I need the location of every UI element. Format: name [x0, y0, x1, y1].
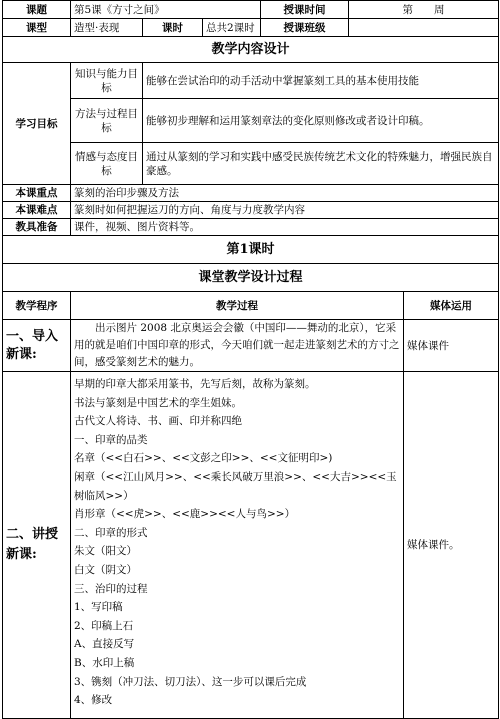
step-line: 闲章（<<江山风月>>、<<乘长风破万里浪>>、<<大吉>><<玉树临风>>）: [74, 470, 397, 502]
step-line: 1、写印稿: [74, 601, 123, 614]
step-line: 书法与篆刻是中国艺术的孪生姐妹。: [74, 396, 242, 409]
col-media-header: 媒体运用: [404, 292, 499, 320]
step-line: A、直接反写: [74, 638, 135, 651]
step-line: 三、治印的过程: [74, 582, 148, 595]
step-media: 媒体课件: [404, 320, 499, 372]
prep-value: 课件，视频、图片资料等。: [71, 219, 499, 236]
step-line: 4、修改: [74, 694, 113, 707]
step-line: 一、印章的品类: [74, 433, 148, 446]
goal-text: 能够初步理解和运用篆刻章法的变化原则修改或者设计印稿。: [143, 99, 499, 143]
goals-label: 学习目标: [3, 63, 71, 185]
period-title: 第1课时: [3, 236, 499, 264]
step-media: 媒体课件。: [404, 372, 499, 719]
key-point-label: 本课重点: [3, 185, 71, 202]
difficulty-label: 本课难点: [3, 202, 71, 219]
step-line: 肖形章（<<虎>>、<<鹿>><<人与鸟>>）: [74, 508, 296, 521]
goal-dimension: 方法与过程目标: [71, 99, 143, 143]
step-line: 早期的印章大都采用篆书，先写后刻，故称为篆刻。: [74, 378, 316, 390]
lesson-plan-table: [2, 0, 499, 719]
step-line: 2、印稿上石: [74, 619, 134, 632]
step-name: 一、导入新课:: [3, 320, 71, 372]
step-line: 白文（阴文）: [74, 563, 137, 576]
teach-time-value: 第 周: [349, 1, 499, 19]
step-content: [71, 372, 404, 719]
type-label: 课型: [3, 19, 71, 37]
class-label: 授课班级: [261, 19, 349, 37]
prep-label: 教具准备: [3, 219, 71, 236]
teach-time-label: 授课时间: [261, 1, 349, 19]
goal-text: 能够在尝试治印的动手活动中掌握篆刻工具的基本使用技能: [143, 63, 499, 99]
step-line: 二、印章的形式: [74, 526, 148, 539]
step-line: 3、镌刻（冲刀法、切刀法）、这一步可以课后完成: [74, 675, 307, 688]
key-point-value: 篆刻的治印步骤及方法: [71, 185, 499, 202]
process-title: 课堂教学设计过程: [3, 264, 499, 292]
goal-dimension: 情感与态度目标: [71, 143, 143, 185]
step-name: 二、讲授新课:: [3, 372, 71, 719]
difficulty-value: 篆刻时如何把握运刀的方向、角度与力度教学内容: [71, 202, 499, 219]
step-line: 名章（<<白石>>、<<文彭之印>>、<<文征明印>): [74, 452, 333, 465]
goal-text: 通过从篆刻的学习和实践中感受民族传统艺术文化的特殊魅力，增强民族自豪感。: [143, 143, 499, 185]
hours-value: 总共2课时: [203, 19, 261, 37]
step-line: 古代文人将诗、书、画、印并称四绝: [74, 415, 242, 428]
col-procedure-header: 教学程序: [3, 292, 71, 320]
step-line: 朱文（阳文）: [74, 545, 137, 558]
topic-value: 第5课《方寸之间》: [71, 1, 261, 19]
topic-label: 课题: [3, 1, 71, 19]
class-value: [349, 19, 499, 37]
goal-dimension: 知识与能力目标: [71, 63, 143, 99]
step-content: [71, 320, 404, 372]
type-value: 造型·表现: [71, 19, 143, 37]
hours-label: 课时: [143, 19, 203, 37]
design-section-title: 教学内容设计: [3, 37, 499, 63]
step-line: 出示图片 2008 北京奥运会会徽（中国印——舞动的北京），它采用的就是咱们中国印章的形式，今天咱们就一起走进篆刻艺术的方寸之间，感受篆刻艺术的魅力。: [74, 322, 400, 368]
col-process-header: 教学过程: [71, 292, 404, 320]
step-line: B、水印上稿: [74, 656, 135, 669]
